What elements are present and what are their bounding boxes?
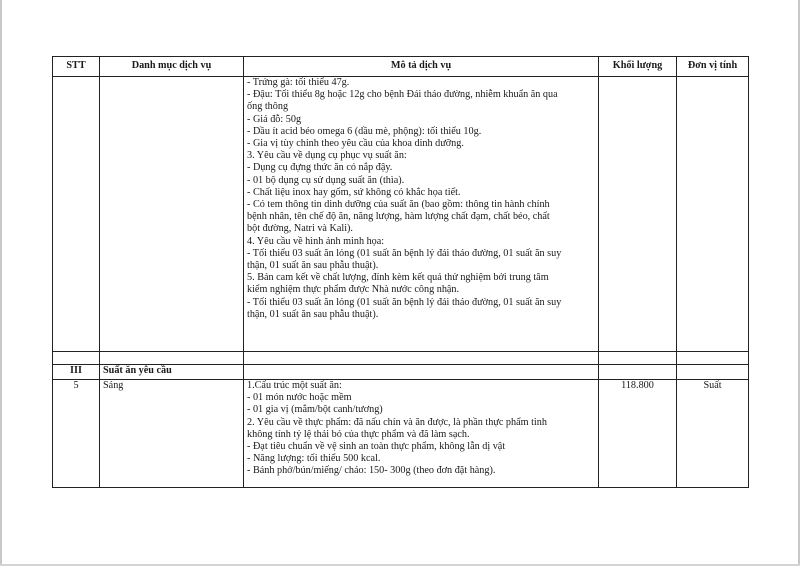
desc-line: - Gia vị tùy chỉnh theo yêu cầu của khoa dinh dưỡng. xyxy=(247,138,464,150)
desc-line: - Bánh phở/bún/miếng/ cháo: 150- 300g (theo đơn đặt hàng). xyxy=(247,465,496,477)
desc-line: 3. Yêu cầu về dụng cụ phục vụ suất ăn: xyxy=(247,150,407,162)
desc-line: - Có tem thông tin dinh dưỡng của suất ăn (bao gồm: thông tin hành chính xyxy=(247,199,550,211)
item-description-cell xyxy=(244,380,599,488)
cont-description-cell xyxy=(244,77,599,352)
desc-line: - Đậu: Tối thiểu 8g hoặc 12g cho bệnh Đái tháo đường, nhiễm khuẩn ăn qua xyxy=(247,89,558,101)
spacer-cell xyxy=(599,352,677,365)
service-table xyxy=(52,56,749,488)
table-row-continuation xyxy=(53,77,749,352)
cont-unit-cell xyxy=(677,77,749,352)
desc-line: - 01 gia vị (mắm/bột canh/tương) xyxy=(247,404,383,416)
item-name: Sáng xyxy=(100,380,244,488)
spacer-cell xyxy=(677,352,749,365)
header-service-description: Mô tả dịch vụ xyxy=(244,57,599,77)
desc-line: 5. Bản cam kết về chất lượng, đính kèm kết quả thử nghiệm bởi trung tâm xyxy=(247,272,549,284)
desc-line: bột đường, Natri và Kali). xyxy=(247,223,353,235)
group-quantity-cell xyxy=(599,365,677,380)
desc-line: kiểm nghiệm thực phẩm được Nhà nước công nhận. xyxy=(247,284,460,296)
desc-line: 4. Yêu cầu về hình ảnh minh họa: xyxy=(247,235,385,247)
desc-line: - Tối thiểu 03 suất ăn lỏng (01 suất ăn bệnh lý đái tháo đường, 01 suất ăn suy xyxy=(247,247,562,259)
desc-line: - Trứng gà: tối thiểu 47g. xyxy=(247,77,350,88)
desc-line: - 01 món nước hoặc mềm xyxy=(247,392,352,404)
cont-stt-cell xyxy=(53,77,100,352)
desc-line: - Năng lượng: tối thiểu 500 kcal. xyxy=(247,453,381,465)
table-row-item xyxy=(53,380,749,488)
header-service-category: Danh mục dịch vụ xyxy=(100,57,244,77)
table-header-row xyxy=(53,57,749,77)
page-edge-left xyxy=(0,0,2,566)
spacer-cell xyxy=(100,352,244,365)
header-stt: STT xyxy=(53,57,100,77)
cont-category-cell xyxy=(100,77,244,352)
header-unit: Đơn vị tính xyxy=(677,57,749,77)
desc-line: - 01 bộ dụng cụ sử dụng suất ăn (thìa). xyxy=(247,174,405,186)
header-quantity: Khối lượng xyxy=(599,57,677,77)
spacer-cell xyxy=(53,352,100,365)
desc-line: ống thông xyxy=(247,101,289,113)
desc-line: - Dụng cụ đựng thức ăn có nắp đậy. xyxy=(247,162,393,174)
table-row-spacer xyxy=(53,352,749,365)
desc-line: - Giá đỗ: 50g xyxy=(247,113,302,125)
desc-line: thận, 01 suất ăn sau phẫu thuật). xyxy=(247,260,379,272)
desc-line: không tính tỷ lệ thải bỏ của thực phẩm và đã làm sạch. xyxy=(247,428,470,440)
desc-line: - Dầu ít acid béo omega 6 (dầu mè, phộng): tối thiểu 10g. xyxy=(247,125,482,137)
cont-quantity-cell xyxy=(599,77,677,352)
desc-line: 2. Yêu cầu về thực phẩm: đã nấu chín và ăn được, là phần thực phẩm tinh xyxy=(247,416,547,428)
item-unit: Suất xyxy=(677,380,749,488)
group-name: Suất ăn yêu cầu xyxy=(100,365,244,380)
desc-line: - Chất liệu inox hay gốm, sứ không có khắc họa tiết. xyxy=(247,186,461,198)
desc-line: - Tối thiểu 03 suất ăn lỏng (01 suất ăn bệnh lý đái tháo đường, 01 suất ăn suy xyxy=(247,296,562,308)
group-unit-cell xyxy=(677,365,749,380)
item-stt: 5 xyxy=(53,380,100,488)
desc-line: bệnh nhân, tên chế độ ăn, năng lượng, hàm lượng chất đạm, chất béo, chất xyxy=(247,211,550,223)
desc-line: 1.Cấu trúc một suất ăn: xyxy=(247,380,342,391)
spacer-cell xyxy=(244,352,599,365)
item-quantity: 118.800 xyxy=(599,380,677,488)
group-description-cell xyxy=(244,365,599,380)
desc-line: thận, 01 suất ăn sau phẫu thuật). xyxy=(247,308,379,320)
table-row-group xyxy=(53,365,749,380)
desc-line: - Đạt tiêu chuẩn về vệ sinh an toàn thực phẩm, không lẫn dị vật xyxy=(247,441,506,453)
group-stt: III xyxy=(53,365,100,380)
